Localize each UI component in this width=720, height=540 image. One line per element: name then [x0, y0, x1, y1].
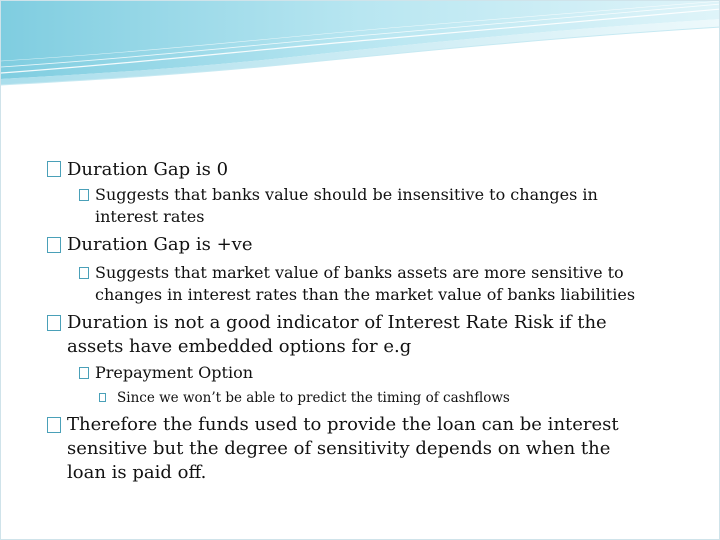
bullet-marker-icon: [47, 417, 61, 433]
sub-bullet-marker-icon: [79, 367, 89, 379]
bullet-text: sensitive but the degree of sensitivity depends on when the: [67, 438, 611, 459]
sub-sub-bullet-marker-icon: [99, 393, 106, 402]
sub-bullet-text: changes in interest rates than the market value of banks liabilities: [95, 285, 636, 304]
bullet-marker-icon: [47, 237, 61, 253]
sub-bullet-text: Prepayment Option: [95, 363, 254, 382]
sub-bullet-marker-icon: [79, 267, 89, 279]
bullet-marker-icon: [47, 161, 61, 177]
sub-bullet-text: Suggests that market value of banks assets are more sensitive to: [95, 263, 624, 282]
bullet-text: loan is paid off.: [67, 462, 207, 483]
bullet-text: Duration is not a good indicator of Interest Rate Risk if the: [67, 312, 607, 333]
bullet-marker-icon: [47, 315, 61, 331]
bullet-text: assets have embedded options for e.g: [67, 336, 412, 357]
bullet-text: Duration Gap is 0: [67, 159, 229, 180]
slide-body: [1, 1, 720, 540]
bullet-text: Duration Gap is +ve: [67, 234, 253, 255]
bullet-text: Therefore the funds used to provide the loan can be interest: [67, 414, 619, 435]
sub-bullet-text: interest rates: [95, 207, 205, 226]
sub-bullet-text: Suggests that banks value should be insensitive to changes in: [95, 185, 598, 204]
sub-bullet-marker-icon: [79, 189, 89, 201]
sub-sub-bullet-text: Since we won’t be able to predict the timing of cashflows: [117, 390, 510, 406]
